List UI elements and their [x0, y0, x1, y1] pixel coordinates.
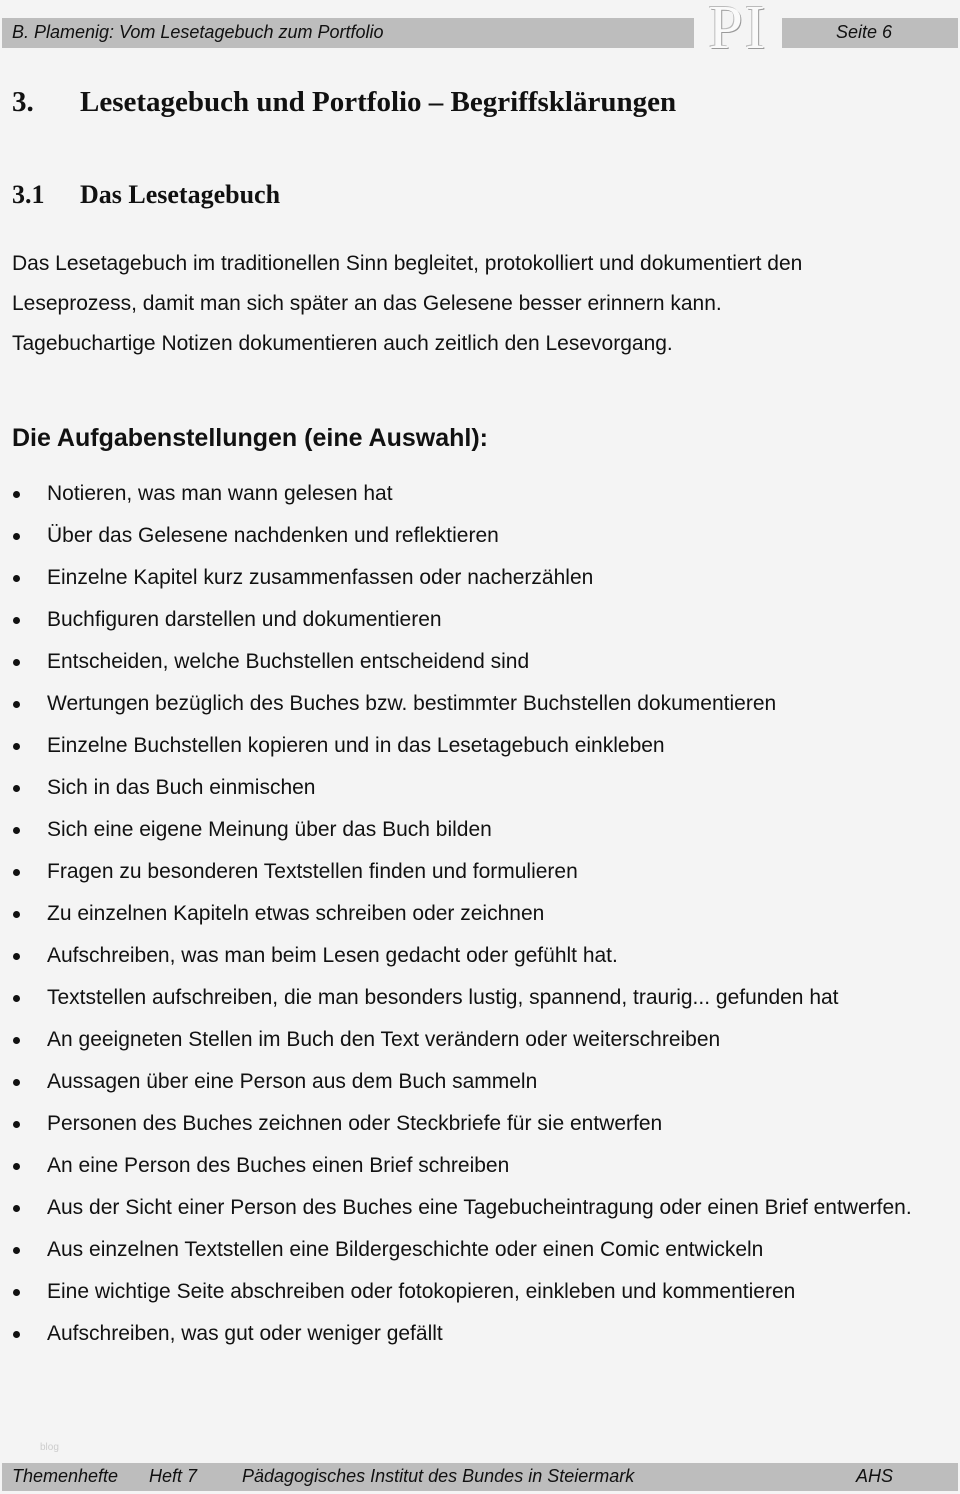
section-heading: [12, 180, 280, 210]
task-list: [0, 474, 920, 1356]
task-list-item: Notieren, was man wann gelesen hat: [0, 474, 920, 514]
watermark: blog: [40, 1442, 59, 1453]
chapter-title: Lesetagebuch und Portfolio – Begriffsklärungen: [80, 86, 677, 118]
task-list-item: Wertungen bezüglich des Buches bzw. bestimmter Buchstellen dokumentieren: [0, 684, 920, 724]
intro-line: Tagebuchartige Notizen dokumentieren auch zeitlich den Lesevorgang.: [12, 332, 673, 355]
footer-series: Themenhefte: [12, 1466, 119, 1486]
chapter-number: 3.: [12, 86, 34, 118]
task-list-item: An geeigneten Stellen im Buch den Text verändern oder weiterschreiben: [0, 1020, 920, 1060]
task-list-item: Aufschreiben, was man beim Lesen gedacht oder gefühlt hat.: [0, 936, 920, 976]
task-list-item: Aufschreiben, was gut oder weniger gefällt: [0, 1314, 920, 1354]
footer-school: AHS: [856, 1466, 894, 1486]
task-list-item: Über das Gelesene nachdenken und reflektieren: [0, 516, 920, 556]
section-title: Das Lesetagebuch: [80, 180, 281, 209]
task-list-item: Aus der Sicht einer Person des Buches eine Tagebucheintragung oder einen Brief entwerfen.: [0, 1188, 920, 1228]
footer-institute: Pädagogisches Institut des Bundes in Steiermark: [242, 1466, 635, 1486]
intro-line: Das Lesetagebuch im traditionellen Sinn begleitet, protokolliert und dokumentiert den: [12, 252, 803, 275]
tasks-heading: Die Aufgabenstellungen (eine Auswahl):: [12, 424, 488, 452]
task-list-item: Entscheiden, welche Buchstellen entscheidend sind: [0, 642, 920, 682]
section-number: 3.1: [12, 180, 45, 209]
task-list-item: Buchfiguren darstellen und dokumentieren: [0, 600, 920, 640]
page-footer: [2, 1463, 958, 1491]
page-number: Seite 6: [835, 22, 892, 42]
task-list-item: Zu einzelnen Kapiteln etwas schreiben oder zeichnen: [0, 894, 920, 934]
task-list-item: Einzelne Buchstellen kopieren und in das Lesetagebuch einkleben: [0, 726, 920, 766]
chapter-heading: [12, 86, 676, 119]
task-list-item: An eine Person des Buches einen Brief schreiben: [0, 1146, 920, 1186]
task-list-item: Sich in das Buch einmischen: [0, 768, 920, 808]
page-header: [2, 18, 958, 48]
intro-line: Leseprozess, damit man sich später an das Gelesene besser erinnern kann.: [12, 292, 722, 315]
task-list-item: Personen des Buches zeichnen oder Steckbriefe für sie entwerfen: [0, 1104, 920, 1144]
task-list-item: Sich eine eigene Meinung über das Buch bilden: [0, 810, 920, 850]
pi-logo: PI: [694, 0, 782, 56]
task-list-item: Aussagen über eine Person aus dem Buch sammeln: [0, 1062, 920, 1102]
task-list-item: Fragen zu besonderen Textstellen finden und formulieren: [0, 852, 920, 892]
task-list-item: Textstellen aufschreiben, die man besonders lustig, spannend, traurig... gefunden hat: [0, 978, 920, 1018]
task-list-item: Eine wichtige Seite abschreiben oder fotokopieren, einkleben und kommentieren: [0, 1272, 920, 1312]
task-list-item: Einzelne Kapitel kurz zusammenfassen oder nacherzählen: [0, 558, 920, 598]
header-title: B. Plamenig: Vom Lesetagebuch zum Portfolio: [12, 22, 384, 42]
footer-issue: Heft 7: [149, 1466, 198, 1486]
intro-paragraph: [12, 244, 942, 364]
task-list-item: Aus einzelnen Textstellen eine Bildergeschichte oder einen Comic entwickeln: [0, 1230, 920, 1270]
